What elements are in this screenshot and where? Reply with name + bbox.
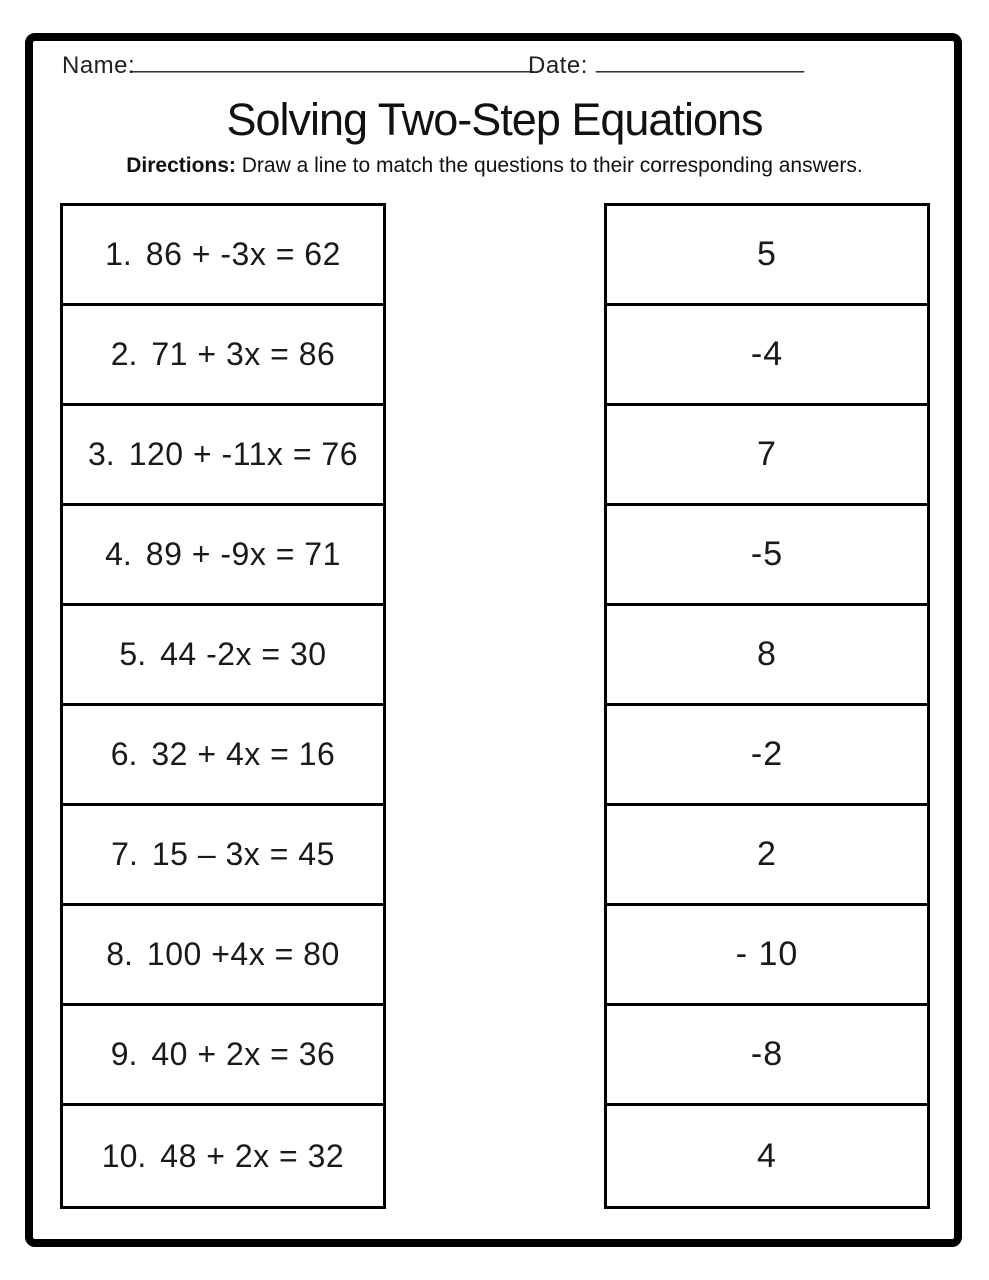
answer-row-10[interactable]: [607, 1106, 927, 1206]
answer-value: -5: [750, 535, 784, 573]
answer-row-1[interactable]: [607, 206, 927, 306]
directions-label: Directions:: [126, 154, 236, 177]
answer-value: -2: [750, 735, 784, 773]
question-row-7[interactable]: [63, 806, 383, 906]
question-row-9[interactable]: [63, 1006, 383, 1106]
answer-row-9[interactable]: [607, 1006, 927, 1106]
question-number: 4.: [105, 536, 132, 572]
question-number: 5.: [119, 636, 147, 672]
question-row-3[interactable]: [63, 406, 383, 506]
question-equation: 71 + 3x = 86: [151, 336, 336, 372]
answers-column: [604, 203, 930, 1209]
answer-value: 4: [757, 1136, 777, 1175]
answer-value: 5: [757, 235, 777, 273]
question-row-2[interactable]: [63, 306, 383, 406]
date-label: Date:: [528, 52, 588, 79]
question-equation: 120 + -11x = 76: [128, 436, 358, 472]
question-equation: 100 +4x = 80: [146, 936, 340, 972]
answer-value: -4: [750, 335, 784, 373]
name-label: Name:: [62, 52, 136, 79]
question-number: 6.: [110, 736, 138, 772]
name-blank-line[interactable]: _________________________________: [130, 48, 534, 73]
question-equation: 15 – 3x = 45: [151, 836, 335, 872]
question-equation: 40 + 2x = 36: [151, 1036, 336, 1072]
question-row-6[interactable]: [63, 706, 383, 806]
question-row-5[interactable]: [63, 606, 383, 706]
question-number: 2.: [110, 336, 138, 372]
answer-row-7[interactable]: [607, 806, 927, 906]
question-equation: 44 -2x = 30: [160, 636, 327, 672]
answer-value: -8: [750, 1035, 784, 1073]
answer-value: 8: [757, 635, 777, 673]
question-number: 7.: [111, 836, 138, 872]
answer-row-4[interactable]: [607, 506, 927, 606]
question-number: 9.: [110, 1036, 138, 1072]
question-number: 8.: [106, 936, 133, 972]
question-row-1[interactable]: [63, 206, 383, 306]
question-number: 3.: [88, 436, 115, 472]
answer-row-8[interactable]: [607, 906, 927, 1006]
questions-column: [60, 203, 386, 1209]
answer-value: 7: [757, 435, 777, 473]
question-number: 10.: [101, 1137, 147, 1174]
question-row-8[interactable]: [63, 906, 383, 1006]
date-blank-line[interactable]: _________________: [596, 48, 805, 73]
directions-text: Draw a line to match the questions to their corresponding answers.: [235, 154, 863, 177]
question-row-10[interactable]: [63, 1106, 383, 1206]
question-number: 1.: [105, 236, 132, 272]
question-equation: 86 + -3x = 62: [145, 236, 341, 272]
answer-row-3[interactable]: [607, 406, 927, 506]
directions: [0, 154, 989, 178]
answer-value: 2: [757, 835, 777, 873]
question-equation: 89 + -9x = 71: [145, 536, 341, 572]
answer-value: - 10: [735, 935, 799, 973]
question-equation: 48 + 2x = 32: [160, 1137, 345, 1174]
question-row-4[interactable]: [63, 506, 383, 606]
answer-row-5[interactable]: [607, 606, 927, 706]
answer-row-2[interactable]: [607, 306, 927, 406]
page-title: Solving Two-Step Equations: [226, 94, 763, 145]
question-equation: 32 + 4x = 16: [151, 736, 336, 772]
answer-row-6[interactable]: [607, 706, 927, 806]
